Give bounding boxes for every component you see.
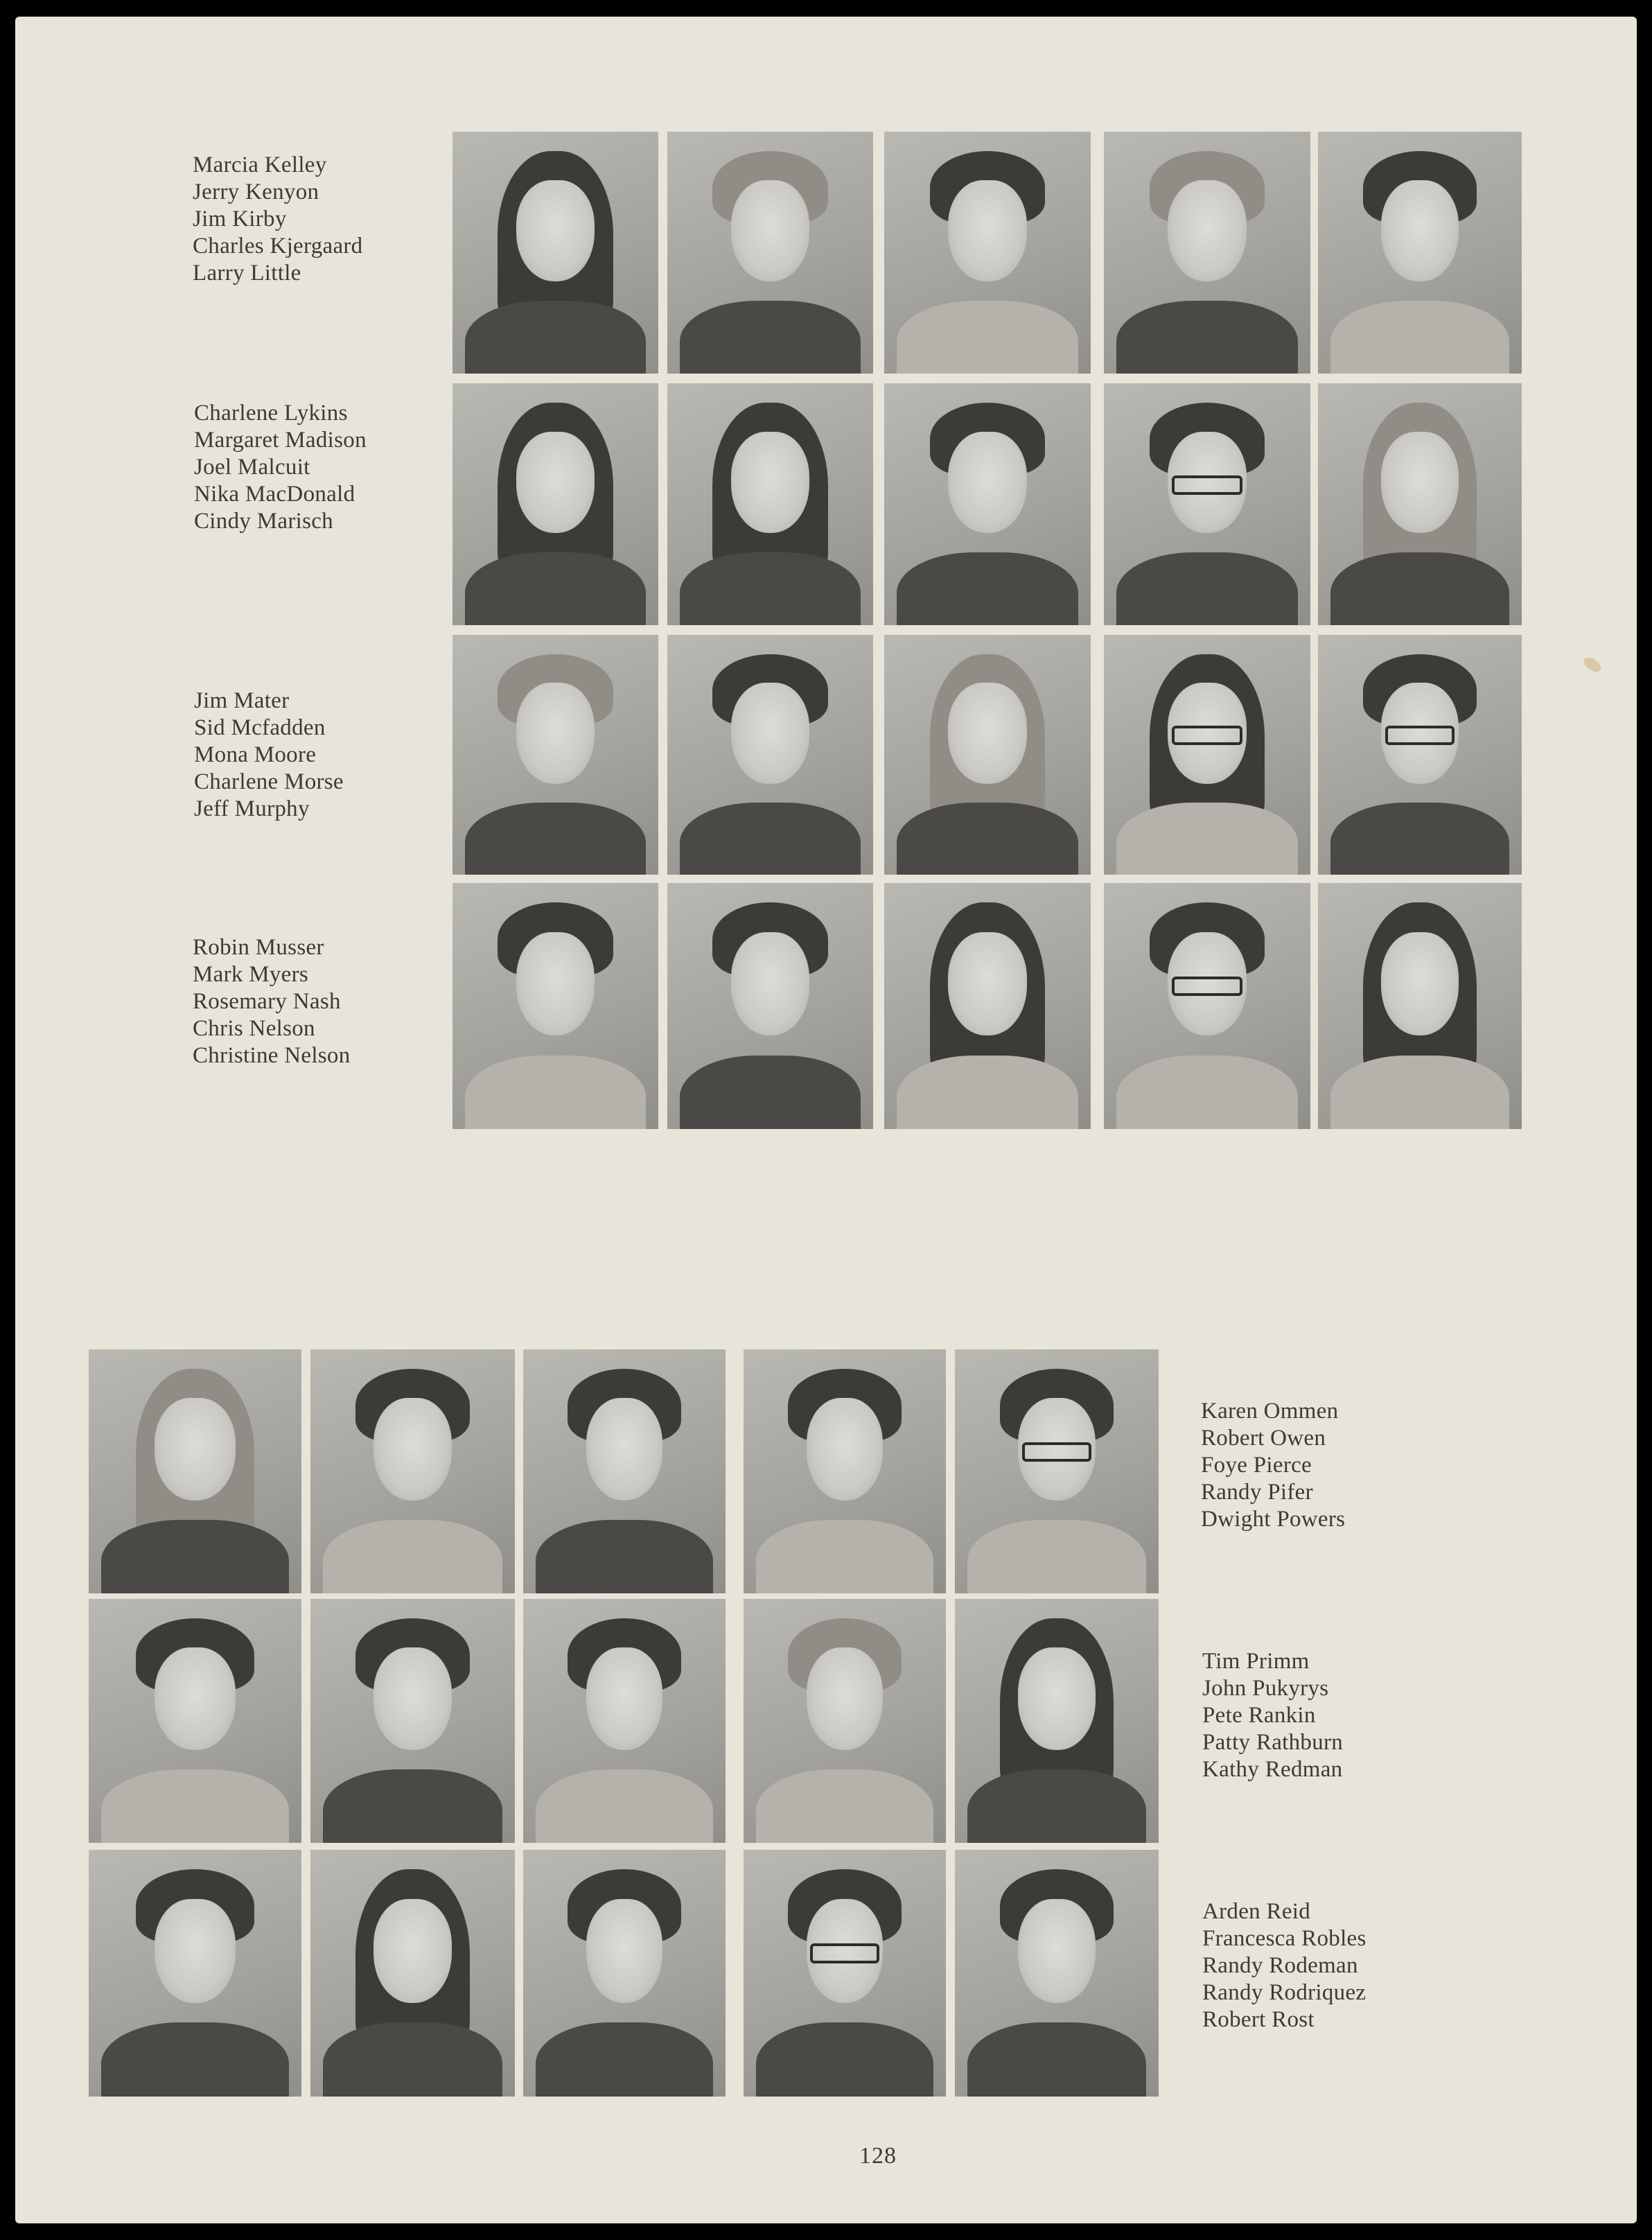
student-photo (955, 1850, 1159, 2097)
student-name: Robert Rost (1202, 2007, 1315, 2032)
page-number: 128 (859, 2143, 897, 2169)
student-photo (1318, 383, 1522, 625)
student-photo (667, 383, 873, 625)
student-name: Foye Pierce (1201, 1453, 1312, 1478)
student-photo (667, 883, 873, 1129)
student-name: Tim Primm (1202, 1649, 1310, 1674)
student-photo (667, 132, 873, 374)
student-photo (744, 1850, 946, 2097)
student-name: Randy Rodriquez (1202, 1980, 1367, 2005)
student-name: Jeff Murphy (194, 796, 310, 821)
student-name: Jim Kirby (193, 207, 287, 231)
student-name: Randy Rodeman (1202, 1953, 1358, 1978)
student-name: Christine Nelson (193, 1043, 351, 1068)
name-list (194, 400, 367, 535)
student-photo (1318, 635, 1522, 875)
student-name: Larry Little (193, 261, 301, 286)
student-name: Dwight Powers (1201, 1507, 1346, 1532)
student-photo (310, 1349, 515, 1593)
student-photo (884, 132, 1091, 374)
student-photo (1104, 883, 1310, 1129)
yearbook-page (15, 17, 1637, 2223)
student-photo (452, 383, 658, 625)
name-list (1202, 1898, 1367, 2033)
student-photo (89, 1599, 301, 1843)
student-name: Sid Mcfadden (194, 715, 326, 740)
student-photo (884, 883, 1091, 1129)
student-photo (452, 635, 658, 875)
student-photo (744, 1599, 946, 1843)
student-name: Jerry Kenyon (193, 180, 319, 204)
student-photo (744, 1349, 946, 1593)
student-photo (1318, 883, 1522, 1129)
student-name: Randy Pifer (1201, 1480, 1313, 1505)
student-name: John Pukyrys (1202, 1676, 1329, 1701)
student-name: Robert Owen (1201, 1426, 1326, 1451)
student-photo (523, 1349, 726, 1593)
student-photo (523, 1599, 726, 1843)
student-name: Arden Reid (1202, 1899, 1311, 1924)
student-name: Nika MacDonald (194, 482, 355, 507)
name-list (194, 688, 344, 823)
student-photo (1318, 132, 1522, 374)
student-name: Patty Rathburn (1202, 1730, 1344, 1755)
student-name: Margaret Madison (194, 428, 367, 453)
student-name: Mark Myers (193, 962, 309, 987)
name-list (193, 152, 362, 287)
student-photo (452, 883, 658, 1129)
student-name: Rosemary Nash (193, 989, 341, 1014)
student-name: Francesca Robles (1202, 1926, 1367, 1951)
student-name: Marcia Kelley (193, 152, 327, 177)
name-list (1202, 1648, 1343, 1783)
student-photo (667, 635, 873, 875)
student-photo (884, 635, 1091, 875)
student-name: Joel Malcuit (194, 455, 310, 480)
student-photo (523, 1850, 726, 2097)
name-list (1201, 1398, 1345, 1533)
student-name: Cindy Marisch (194, 509, 333, 534)
student-name: Pete Rankin (1202, 1703, 1316, 1728)
student-name: Mona Moore (194, 742, 317, 767)
student-photo (310, 1850, 515, 2097)
name-list (193, 934, 351, 1069)
paper-stain (1581, 654, 1603, 674)
student-photo (884, 383, 1091, 625)
student-name: Karen Ommen (1201, 1399, 1339, 1424)
student-name: Charlene Morse (194, 769, 344, 794)
student-name: Chris Nelson (193, 1016, 315, 1041)
student-photo (89, 1850, 301, 2097)
student-name: Charles Kjergaard (193, 234, 363, 259)
student-photo (955, 1599, 1159, 1843)
student-name: Robin Musser (193, 935, 324, 960)
student-photo (1104, 635, 1310, 875)
student-photo (955, 1349, 1159, 1593)
student-photo (1104, 132, 1310, 374)
student-photo (89, 1349, 301, 1593)
student-name: Charlene Lykins (194, 401, 348, 426)
student-photo (1104, 383, 1310, 625)
student-name: Jim Mater (194, 688, 290, 713)
student-photo (452, 132, 658, 374)
student-photo (310, 1599, 515, 1843)
student-name: Kathy Redman (1202, 1757, 1343, 1782)
